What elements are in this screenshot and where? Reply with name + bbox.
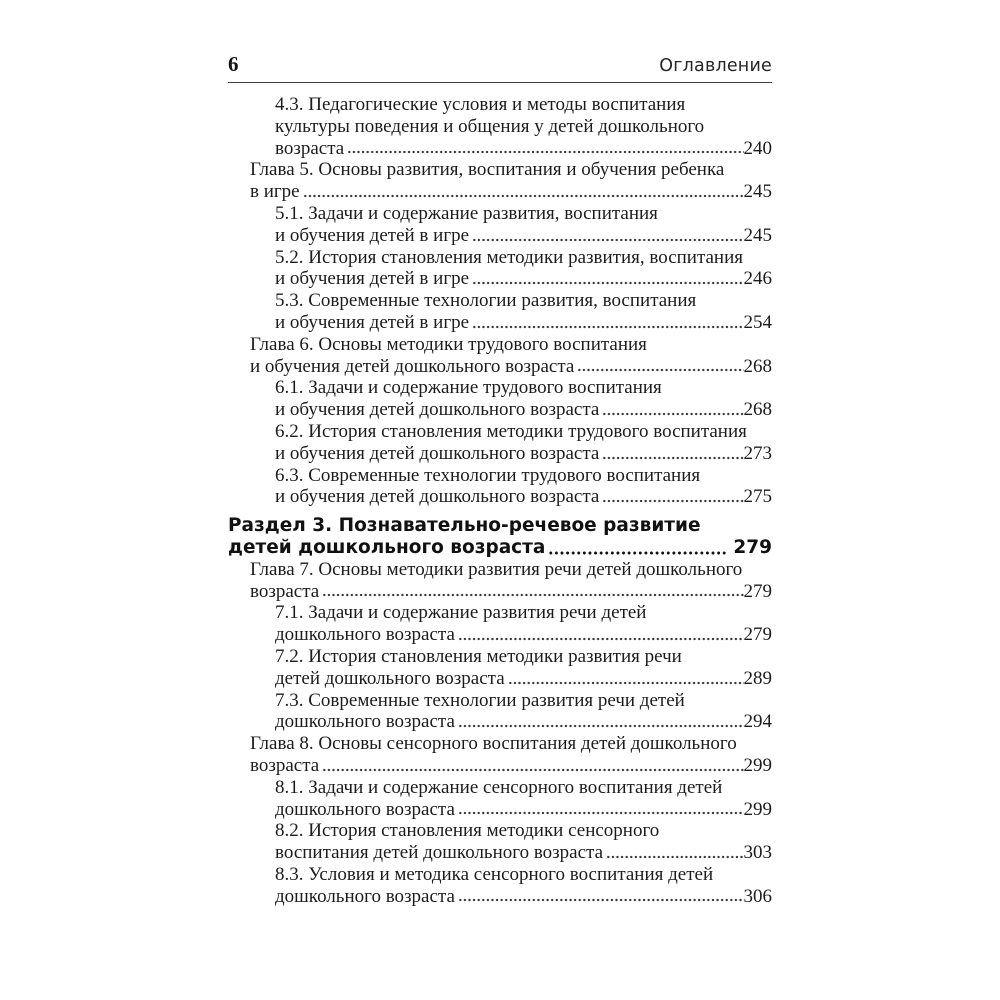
- toc-entry-lastline: [275, 624, 772, 646]
- toc-entry-text: в игре: [250, 181, 300, 203]
- toc-entry-text: Глава 7. Основы методики развития речи детей дошкольного: [250, 558, 743, 580]
- toc-entry-text: детей дошкольного возраста: [275, 667, 505, 689]
- dot-leader: [602, 498, 743, 504]
- toc-entry-text: Глава 6. Основы методики трудового воспитания: [250, 333, 647, 355]
- toc-page-number: 246: [743, 268, 772, 290]
- toc-entry-text: 5.2. История становления методики развития, воспитания: [275, 246, 744, 268]
- toc-entry-lastline: [250, 356, 772, 378]
- toc-entry-text: и обучения детей дошкольного возраста: [275, 399, 600, 421]
- dot-leader: [602, 411, 743, 417]
- toc-page-number: 275: [743, 486, 772, 508]
- toc-entry-text: воспитания детей дошкольного возраста: [275, 842, 604, 864]
- toc-entry-lastline: [228, 537, 772, 559]
- toc-entry-lastline: [275, 312, 772, 334]
- toc-entry-sub: [228, 646, 772, 690]
- toc-entry-text: 8.2. История становления методики сенсорного: [275, 820, 660, 842]
- toc-entry-text: 7.2. История становления методики развития речи: [275, 645, 682, 667]
- page-number: 6: [228, 52, 239, 76]
- toc-entry-text: дошкольного возраста: [275, 798, 455, 820]
- toc-entry-lastline: [250, 755, 772, 777]
- toc-entry-text: возраста: [250, 580, 320, 602]
- dot-leader: [606, 854, 743, 860]
- toc-entry-lastline: [275, 668, 772, 690]
- toc-page-number: 240: [743, 137, 772, 159]
- dot-leader: [458, 810, 744, 816]
- toc-entry-text: 6.1. Задачи и содержание трудового воспитания: [275, 377, 662, 399]
- toc-entry-text: детей дошкольного возраста: [228, 536, 546, 558]
- toc-entry-text: Раздел 3. Познавательно-речевое развитие: [228, 515, 701, 537]
- dot-leader: [508, 680, 744, 686]
- toc-entry-text: возраста: [250, 754, 320, 776]
- toc-page-number: 268: [743, 399, 772, 421]
- dot-leader: [602, 455, 743, 461]
- toc-entry-chapter: [228, 559, 772, 603]
- toc-page-number: 294: [743, 711, 772, 733]
- toc-entry-sub: [228, 864, 772, 908]
- toc-entry-chapter: [228, 334, 772, 378]
- toc-entry-lastline: [275, 138, 772, 160]
- dot-leader: [458, 723, 744, 729]
- dot-leader: [322, 592, 743, 598]
- toc-page-number: 273: [743, 442, 772, 464]
- toc-entry-lastline: [275, 842, 772, 864]
- toc-entry-text: 7.3. Современные технологии развития речи детей: [275, 689, 685, 711]
- toc-page-number: 303: [743, 842, 772, 864]
- toc-entry-text: дошкольного возраста: [275, 624, 455, 646]
- dot-leader: [458, 636, 744, 642]
- dot-leader: [472, 280, 743, 286]
- toc-entry-lastline: [275, 886, 772, 908]
- toc-entry-text: и обучения детей дошкольного возраста: [275, 442, 600, 464]
- running-header-title: Оглавление: [659, 56, 772, 76]
- dot-leader: [472, 324, 743, 330]
- toc-entry-text: 4.3. Педагогические условия и методы воспитания: [275, 94, 686, 115]
- toc-entry-sub: [228, 203, 772, 247]
- toc-page-number: 254: [743, 311, 772, 333]
- toc-page-number: 279: [743, 580, 772, 602]
- toc-page-number: 289: [743, 667, 772, 689]
- toc-entry-lastline: [275, 399, 772, 421]
- toc-entry-text: дошкольного возраста: [275, 885, 455, 907]
- toc-entry-text: и обучения детей в игре: [275, 224, 470, 246]
- toc-list: [228, 94, 772, 907]
- toc-entry-text: 6.2. История становления методики трудового воспитания: [275, 420, 747, 442]
- toc-entry-sub: [228, 421, 772, 465]
- toc-page-number: 279: [743, 624, 772, 646]
- toc-entry-lastline: [250, 581, 772, 603]
- toc-entry-text: 8.3. Условия и методика сенсорного воспитания детей: [275, 863, 714, 885]
- toc-entry-lastline: [250, 181, 772, 203]
- toc-entry-text: Глава 5. Основы развития, воспитания и обучения ребенка: [250, 159, 725, 181]
- toc-entry-text: и обучения детей дошкольного возраста: [275, 486, 600, 508]
- toc-entry-text: и обучения детей в игре: [275, 311, 470, 333]
- toc-entry-lastline: [275, 225, 772, 247]
- toc-entry-sub: [228, 247, 772, 291]
- toc-page-number: 245: [743, 181, 772, 203]
- toc-entry-sub: [228, 465, 772, 509]
- toc-entry-chapter: [228, 159, 772, 203]
- toc-entry-chapter: [228, 733, 772, 777]
- toc-page-number: 299: [743, 798, 772, 820]
- toc-page-number: 279: [733, 536, 772, 558]
- dot-leader: [472, 237, 743, 243]
- toc-entry-text: возраста: [275, 137, 345, 159]
- toc-entry-lastline: [275, 711, 772, 733]
- toc-entry-text: культуры поведения и общения у детей дошкольного: [275, 115, 705, 137]
- toc-entry-sub: [228, 777, 772, 821]
- dot-leader: [322, 767, 743, 773]
- dot-leader: [347, 149, 743, 155]
- page-header: [228, 52, 772, 83]
- toc-entry-sub: [228, 602, 772, 646]
- toc-page-number: 306: [743, 885, 772, 907]
- toc-entry-text: 6.3. Современные технологии трудового воспитания: [275, 464, 701, 486]
- toc-entry-text: 5.3. Современные технологии развития, воспитания: [275, 290, 697, 312]
- toc-entry-sub: [228, 377, 772, 421]
- toc-entry-sub: [228, 94, 772, 159]
- toc-entry-sub: [228, 820, 772, 864]
- toc-entry-text: дошкольного возраста: [275, 711, 455, 733]
- dot-leader: [303, 193, 744, 199]
- toc-entry-text: 7.1. Задачи и содержание развития речи детей: [275, 602, 647, 624]
- toc-entry-lastline: [275, 799, 772, 821]
- toc-entry-text: 5.1. Задачи и содержание развития, воспитания: [275, 202, 658, 224]
- toc-entry-lastline: [275, 268, 772, 290]
- toc-entry-sub: [228, 290, 772, 334]
- toc-entry-text: и обучения детей дошкольного возраста: [250, 355, 575, 377]
- toc-entry-text: и обучения детей в игре: [275, 268, 470, 290]
- toc-entry-sub: [228, 690, 772, 734]
- toc-page-number: 268: [743, 355, 772, 377]
- toc-entry-lastline: [275, 443, 772, 465]
- toc-page-number: 245: [743, 224, 772, 246]
- dot-leader: [458, 897, 744, 903]
- toc-entry-text: Глава 8. Основы сенсорного воспитания детей дошкольного: [250, 733, 737, 755]
- dot-leader: [577, 367, 743, 373]
- toc-page-number: 299: [743, 754, 772, 776]
- toc-entry-section: [228, 515, 772, 559]
- toc-entry-lastline: [275, 486, 772, 508]
- dot-leader: [548, 550, 726, 556]
- toc-entry-text: 8.1. Задачи и содержание сенсорного воспитания детей: [275, 776, 723, 798]
